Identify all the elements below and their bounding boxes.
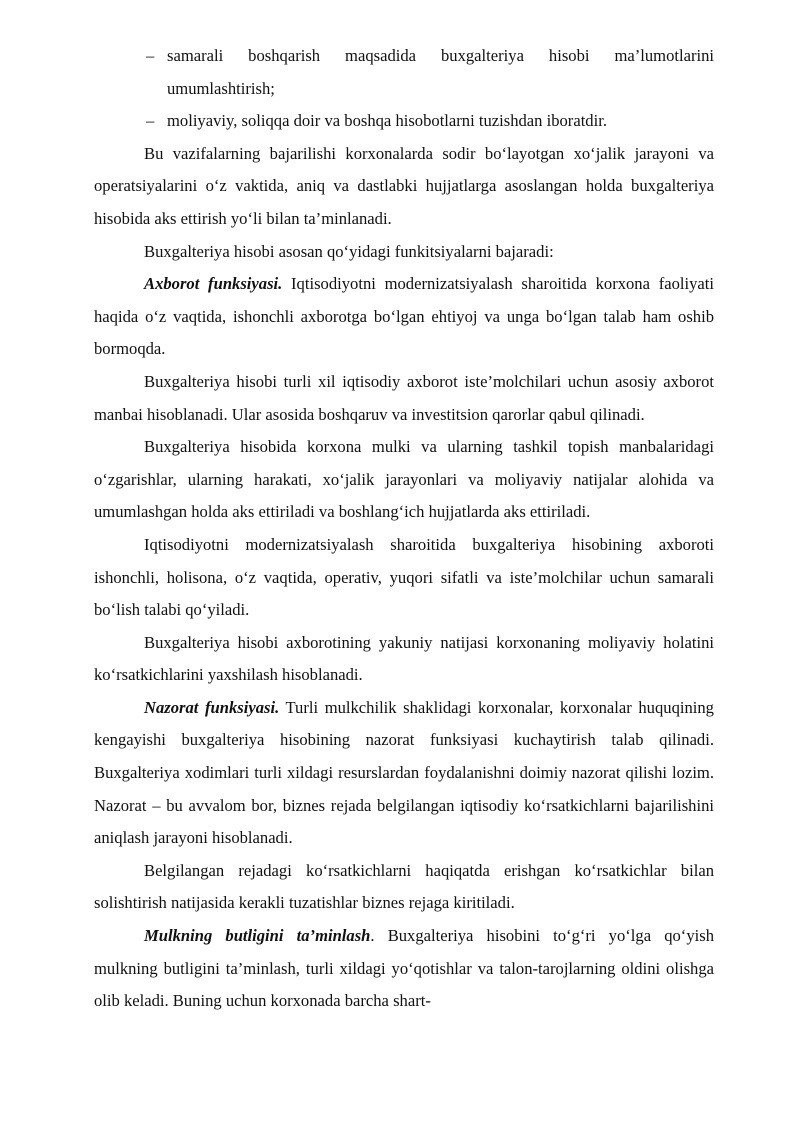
list-item — [94, 40, 714, 105]
paragraph-text: Buxgalteriya hisobi asosan qo‘yidagi funkitsiyalarni bajaradi: — [144, 241, 554, 261]
list-item-text: moliyaviy, soliqqa doir va boshqa hisobotlarni tuzishdan iboratdir. — [167, 111, 607, 131]
paragraph — [94, 529, 714, 627]
paragraph-text: Iqtisodiyotni modernizatsiyalash sharoitida buxgalteriya hisobining axboroti ishonchli, holisona, o‘z vaqtida, operativ, yuqori sifatli va iste’molchilar uchun samarali bo‘lish talabi qo‘yiladi. — [94, 534, 714, 620]
list-dash: – — [146, 111, 155, 131]
paragraph — [94, 692, 714, 855]
paragraph — [94, 366, 714, 431]
section-term: Nazorat funksiyasi. — [144, 697, 280, 717]
paragraph-text: Iqtisodiyotni modernizatsiyalash sharoitida korxona faoliyati haqida o‘z vaqtida, ishonchli axborotga bo‘lgan ehtiyoj va unga bo‘lgan talab ham oshib bormoqda. — [94, 274, 714, 359]
paragraph-text: Buxgalteriya hisobida korxona mulki va ularning tashkil topish manbalaridagi o‘zgarishlar, ularning harakati, xo‘jalik jarayonlari va moliyaviy natijalar alohida va umumlashgan holda aks ettiriladi va boshlang‘ich hujjatlarda aks ettiriladi. — [94, 437, 714, 522]
paragraph — [94, 138, 714, 236]
section-term: Axborot funksiyasi. — [144, 274, 283, 294]
list-item — [94, 105, 714, 138]
paragraph-text: . Buxgalteriya hisobini to‘g‘ri yo‘lga qo‘yish mulkning butligini ta’minlash, turli xildagi yo‘qotishlar va talon-tarojlarning oldini olishga olib keladi. Buning uchun korxonada barcha shart- — [94, 926, 714, 1011]
list-item-text: samarali boshqarish maqsadida buxgalteriya hisobi ma’lumotlarini umumlashtirish; — [167, 46, 714, 98]
document-page — [94, 40, 714, 1018]
paragraph-text: Buxgalteriya hisobi axborotining yakuniy natijasi korxonaning moliyaviy holatini ko‘rsatkichlarini yaxshilash hisoblanadi. — [94, 632, 714, 685]
paragraph — [94, 431, 714, 529]
paragraph-text: Belgilangan rejadagi ko‘rsatkichlarni haqiqatda erishgan ko‘rsatkichlar bilan solishtirish natijasida kerakli tuzatishlar biznes rejaga kiritiladi. — [94, 860, 714, 913]
paragraph-text: Buxgalteriya hisobi turli xil iqtisodiy axborot iste’molchilari uchun asosiy axborot manbai hisoblanadi. Ular asosida boshqaruv va investitsion qarorlar qabul qilinadi. — [94, 371, 714, 424]
paragraph-text: Bu vazifalarning bajarilishi korxonalarda sodir bo‘layotgan xo‘jalik jarayoni va operatsiyalarini o‘z vaktida, aniq va dastlabki hujjatlarga asoslangan holda buxgalteriya hisobida aks ettirish yo‘li bilan ta’minlanadi. — [94, 143, 714, 228]
paragraph — [94, 236, 714, 269]
section-term: Mulkning butligini ta’minlash — [144, 926, 371, 946]
list-dash: – — [146, 46, 155, 65]
paragraph — [94, 268, 714, 366]
paragraph — [94, 627, 714, 692]
paragraph — [94, 920, 714, 1018]
paragraph — [94, 855, 714, 920]
paragraph-text: Turli mulkchilik shaklidagi korxonalar, korxonalar huquqining kengayishi buxgalteriya hisobining nazorat funksiyasi kuchaytirish talab qilinadi. Buxgalteriya xodimlari turli xildagi resurslardan foydalanishni doimiy nazorat qilishi lozim. Nazorat – bu avvalom bor, biznes rejada belgilangan iqtisodiy ko‘rsatkichlarni bajarilishini aniqlash jarayoni hisoblanadi. — [94, 697, 714, 848]
